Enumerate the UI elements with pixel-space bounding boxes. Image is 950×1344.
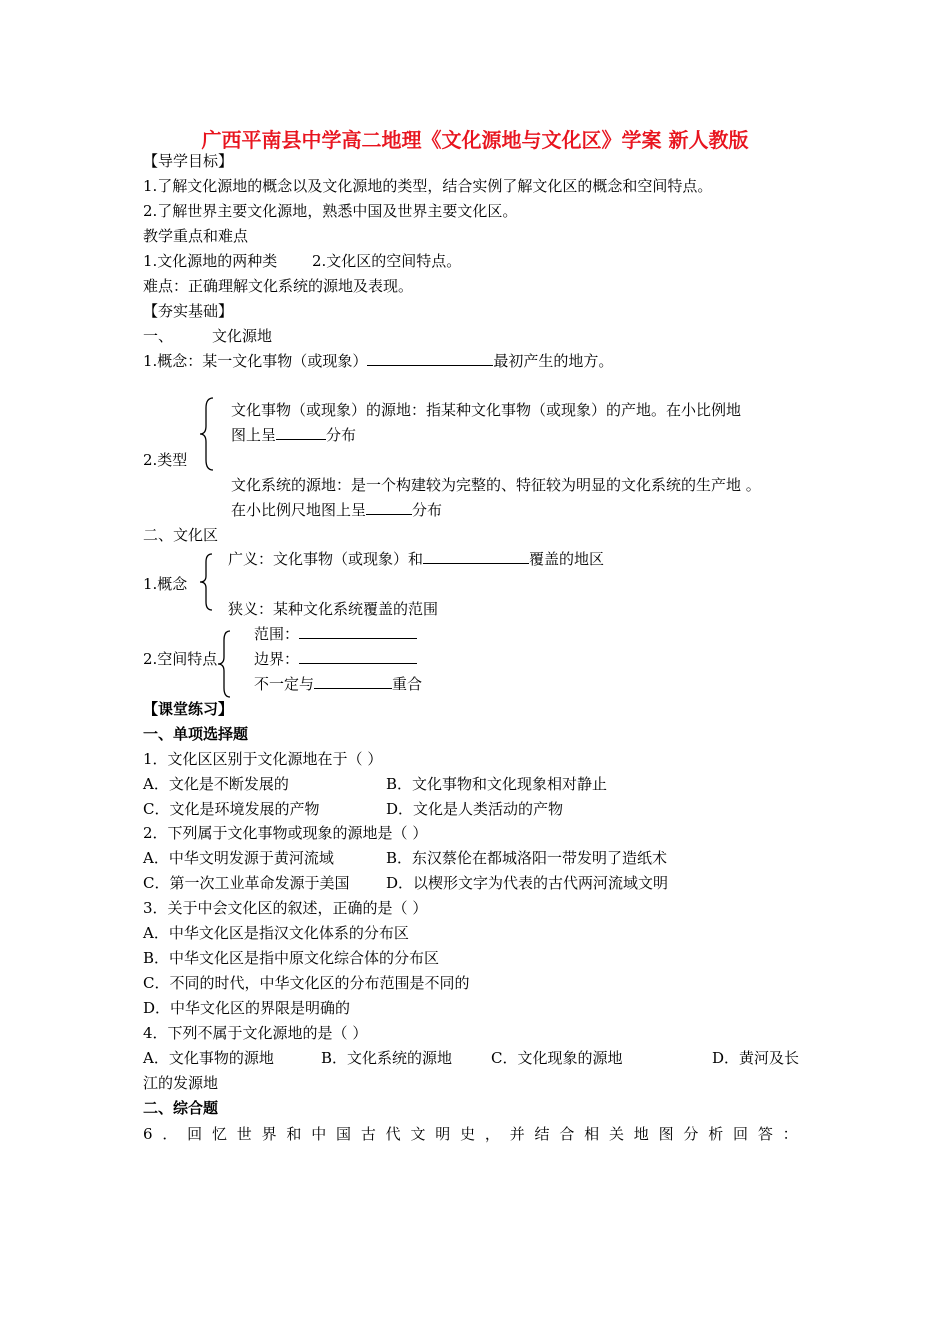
question-3-option-d: D．中华文化区的界限是明确的 <box>143 999 351 1017</box>
type-1-line-b <box>231 425 356 445</box>
concept-brace <box>198 552 216 612</box>
question-4-option-b: B．文化系统的源地 <box>321 1049 453 1067</box>
question-1-option-d: D．文化是人类活动的产物 <box>386 800 564 818</box>
spatial-notmatch-text-b: 重合 <box>392 675 423 693</box>
concept-broad-blank <box>423 549 529 564</box>
question-6: 6 ． 回 忆 世 界 和 中 国 古 代 文 明 史 ， 并 结 合 相 关 地 图 分 析 回 答 ： <box>143 1125 798 1143</box>
question-2: 2．下列属于文化事物或现象的源地是（ ） <box>143 824 428 842</box>
question-2-option-d: D．以楔形文字为代表的古代两河流域文明 <box>386 874 669 892</box>
question-1-option-c: C．文化是环境发展的产物 <box>143 800 320 818</box>
spatial-brace <box>216 629 234 699</box>
document-title: 广西平南县中学高二地理《文化源地与文化区》学案 新人教版 <box>201 128 749 152</box>
key-point-1: 1.文化源地的两种类 <box>143 252 278 270</box>
region-concept-label: 1.概念 <box>143 575 188 593</box>
type-1-line-a: 文化事物（或现象）的源地：指某种文化事物（或现象）的产地。在小比例地 <box>231 401 742 419</box>
types-brace <box>198 396 218 472</box>
section-2-title: 二、文化区 <box>143 526 219 544</box>
question-3-option-b: B．中华文化区是指中原文化综合体的分布区 <box>143 949 440 967</box>
concept-line <box>143 351 613 371</box>
comprehensive-heading: 二、综合题 <box>143 1099 219 1117</box>
type-1-text-b1: 图上呈 <box>231 426 277 444</box>
goals-heading: 【导学目标】 <box>143 152 234 170</box>
question-1: 1．文化区区别于文化源地在于（ ） <box>143 750 383 768</box>
key-point-2: 2.文化区的空间特点。 <box>312 252 462 270</box>
types-label: 2.类型 <box>143 451 188 469</box>
question-4: 4．下列不属于文化源地的是（ ） <box>143 1024 368 1042</box>
type-2-blank <box>366 500 412 515</box>
difficulty-line: 难点：正确理解文化系统的源地及表现。 <box>143 277 414 295</box>
spatial-notmatch-blank <box>314 674 392 689</box>
question-1-option-b: B．文化事物和文化现象相对静止 <box>386 775 608 793</box>
goal-line-1: 1.了解文化源地的概念以及文化源地的类型，结合实例了解文化区的概念和空间特点。 <box>143 177 713 195</box>
concept-text-a: 1.概念：某一文化事物（或现象） <box>143 352 368 370</box>
section-1-title: 文化源地 <box>212 327 273 345</box>
question-4-option-d: D．黄河及长 <box>712 1049 800 1067</box>
question-1-option-a: A．文化是不断发展的 <box>143 775 289 793</box>
spatial-range-line <box>254 624 417 644</box>
spatial-label: 2.空间特点 <box>143 650 218 668</box>
spatial-border-label: 边界： <box>254 650 300 668</box>
type-1-blank <box>276 425 326 440</box>
question-2-option-b: B．东汉蔡伦在都城洛阳一带发明了造纸术 <box>386 849 668 867</box>
question-4-option-a: A．文化事物的源地 <box>143 1049 274 1067</box>
question-3: 3．关于中会文化区的叙述，正确的是（ ） <box>143 899 428 917</box>
spatial-border-line <box>254 649 417 669</box>
spatial-range-label: 范围： <box>254 625 300 643</box>
section-1-number: 一、 <box>143 327 174 345</box>
concept-blank <box>367 351 493 366</box>
question-3-option-a: A．中华文化区是指汉文化体系的分布区 <box>143 924 409 942</box>
question-2-option-c: C．第一次工业革命发源于美国 <box>143 874 350 892</box>
question-2-option-a: A．中华文明发源于黄河流域 <box>143 849 334 867</box>
spatial-range-blank <box>299 624 417 639</box>
spatial-notmatch-line <box>254 674 422 694</box>
practice-heading: 【课堂练习】 <box>143 700 234 718</box>
type-2-text-b1: 在小比例尺地图上呈 <box>231 501 367 519</box>
type-2-text-b2: 分布 <box>412 501 443 519</box>
single-choice-heading: 一、单项选择题 <box>143 725 249 743</box>
foundation-heading: 【夯实基础】 <box>143 302 234 320</box>
concept-broad-line <box>228 549 604 569</box>
concept-narrow-line: 狭义：某种文化系统覆盖的范围 <box>228 600 439 618</box>
question-4-option-d-cont: 江的发源地 <box>143 1074 219 1092</box>
key-points-heading: 教学重点和难点 <box>143 227 249 245</box>
question-4-option-c: C．文化现象的源地 <box>491 1049 623 1067</box>
type-1-text-b2: 分布 <box>326 426 357 444</box>
concept-broad-text-a: 广义：文化事物（或现象）和 <box>228 550 424 568</box>
type-2-line-a: 文化系统的源地：是一个构建较为完整的、特征较为明显的文化系统的生产地 。 <box>231 476 761 494</box>
spatial-notmatch-text-a: 不一定与 <box>254 675 315 693</box>
type-2-line-b <box>231 500 442 520</box>
concept-broad-text-b: 覆盖的地区 <box>529 550 605 568</box>
spatial-border-blank <box>299 649 417 664</box>
question-3-option-c: C．不同的时代，中华文化区的分布范围是不同的 <box>143 974 470 992</box>
goal-line-2: 2.了解世界主要文化源地，熟悉中国及世界主要文化区。 <box>143 202 518 220</box>
concept-text-b: 最初产生的地方。 <box>493 352 614 370</box>
